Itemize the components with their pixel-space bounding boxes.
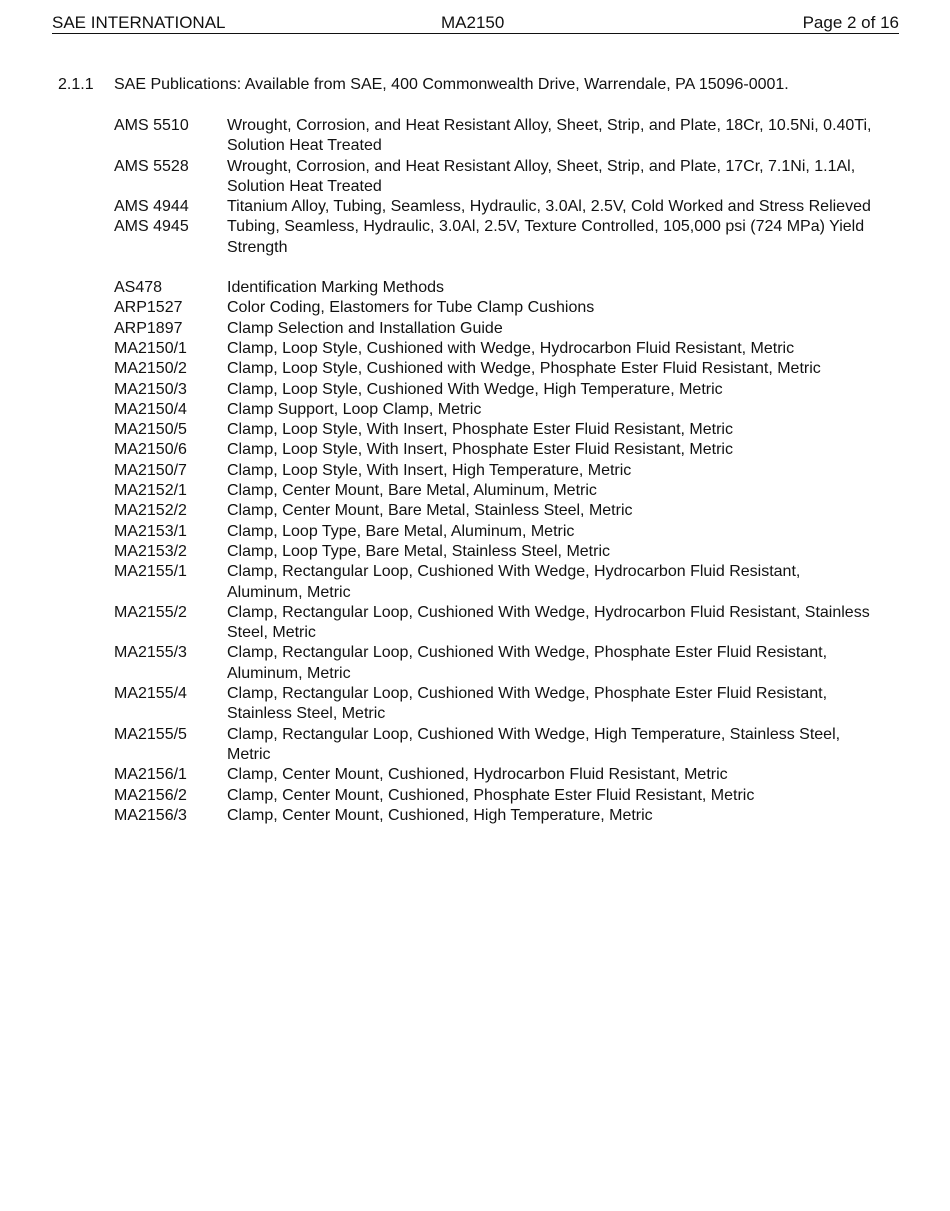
reference-title: Clamp, Loop Style, With Insert, Phosphate Ester Fluid Resistant, Metric [227, 441, 733, 459]
reference-code: MA2150/3 [114, 380, 187, 398]
reference-entry [58, 684, 918, 725]
reference-title: Wrought, Corrosion, and Heat Resistant Alloy, Sheet, Strip, and Plate, 17Cr, 7.1Ni, 1.1Al, Solution Heat Treated [227, 157, 856, 195]
reference-title: Clamp, Loop Style, Cushioned With Wedge, High Temperature, Metric [227, 380, 723, 398]
reference-code: MA2156/2 [114, 786, 187, 804]
reference-title: Clamp, Center Mount, Bare Metal, Stainless Steel, Metric [227, 502, 633, 520]
reference-title: Clamp, Center Mount, Cushioned, Phosphate Ester Fluid Resistant, Metric [227, 786, 755, 804]
reference-code: MA2152/2 [114, 502, 187, 520]
reference-entry [58, 522, 918, 542]
reference-title: Identification Marking Methods [227, 279, 444, 297]
section-heading [58, 75, 918, 95]
reference-code: AS478 [114, 279, 163, 297]
reference-title: Tubing, Seamless, Hydraulic, 3.0Al, 2.5V, Texture Controlled, 105,000 psi (724 MPa) Yield Strength [227, 218, 865, 256]
reference-code: MA2150/7 [114, 461, 187, 479]
reference-code: MA2155/4 [114, 685, 187, 703]
reference-title: Clamp Selection and Installation Guide [227, 319, 503, 337]
reference-code: ARP1897 [114, 319, 183, 337]
ams-reference-list [58, 116, 918, 258]
reference-code: MA2153/1 [114, 522, 187, 540]
reference-title: Clamp, Loop Style, With Insert, Phosphate Ester Fluid Resistant, Metric [227, 421, 733, 439]
reference-code: MA2153/2 [114, 542, 187, 560]
reference-entry [58, 501, 918, 521]
section-number: 2.1.1 [58, 76, 94, 93]
reference-code: MA2150/1 [114, 339, 187, 357]
reference-title: Titanium Alloy, Tubing, Seamless, Hydraulic, 3.0Al, 2.5V, Cold Worked and Stress Relieved [227, 198, 871, 216]
reference-title: Clamp, Center Mount, Cushioned, High Temperature, Metric [227, 806, 653, 824]
reference-entry [58, 278, 918, 298]
reference-entry [58, 481, 918, 501]
page-header [52, 12, 899, 34]
reference-entry [58, 643, 918, 684]
reference-entry [58, 603, 918, 644]
reference-entry [58, 461, 918, 481]
reference-code: MA2155/1 [114, 563, 187, 581]
header-page-number: Page 2 of 16 [802, 13, 899, 32]
reference-code: AMS 4945 [114, 218, 189, 236]
reference-code: MA2150/2 [114, 360, 187, 378]
reference-title: Clamp, Loop Style, Cushioned with Wedge, Phosphate Ester Fluid Resistant, Metric [227, 360, 821, 378]
reference-title: Clamp, Loop Type, Bare Metal, Aluminum, Metric [227, 522, 575, 540]
reference-code: AMS 5510 [114, 117, 189, 134]
reference-code: MA2156/3 [114, 806, 187, 824]
reference-title: Clamp, Rectangular Loop, Cushioned With Wedge, Phosphate Ester Fluid Resistant, Aluminum, Metric [227, 644, 828, 682]
reference-entry [58, 380, 918, 400]
reference-entry [58, 420, 918, 440]
reference-entry [58, 562, 918, 603]
reference-title: Clamp, Center Mount, Cushioned, Hydrocarbon Fluid Resistant, Metric [227, 766, 728, 784]
reference-code: MA2155/2 [114, 603, 187, 621]
reference-entry [58, 217, 918, 258]
reference-entry [58, 157, 918, 198]
reference-code: MA2150/6 [114, 441, 187, 459]
header-organization: SAE INTERNATIONAL [52, 13, 226, 32]
reference-title: Clamp Support, Loop Clamp, Metric [227, 400, 482, 418]
reference-title: Clamp, Rectangular Loop, Cushioned With Wedge, Hydrocarbon Fluid Resistant, Stainless Steel, Metric [227, 603, 870, 642]
reference-entry [58, 319, 918, 339]
reference-code: MA2150/4 [114, 400, 187, 418]
reference-entry [58, 116, 918, 157]
reference-title: Clamp, Loop Style, With Insert, High Temperature, Metric [227, 461, 632, 479]
reference-entry [58, 725, 918, 766]
reference-entry [58, 765, 918, 785]
reference-title: Clamp, Rectangular Loop, Cushioned With Wedge, Phosphate Ester Fluid Resistant, Stainless Steel, Metric [227, 685, 828, 723]
reference-title: Clamp, Center Mount, Bare Metal, Aluminum, Metric [227, 482, 597, 500]
section-text: SAE Publications: Available from SAE, 400 Commonwealth Drive, Warrendale, PA 15096-0001. [114, 76, 789, 93]
reference-entry [58, 786, 918, 806]
reference-code: MA2156/1 [114, 766, 187, 784]
reference-entry [58, 440, 918, 460]
header-document-number: MA2150 [441, 13, 505, 32]
reference-entry [58, 298, 918, 318]
reference-code: AMS 4944 [114, 198, 189, 216]
reference-entry [58, 400, 918, 420]
reference-code: MA2150/5 [114, 421, 187, 439]
reference-title: Clamp, Loop Style, Cushioned with Wedge, Hydrocarbon Fluid Resistant, Metric [227, 339, 795, 357]
reference-code: MA2155/5 [114, 725, 187, 743]
reference-entry [58, 197, 918, 217]
reference-title: Clamp, Rectangular Loop, Cushioned With Wedge, High Temperature, Stainless Steel, Metric [227, 725, 841, 763]
reference-entry [58, 542, 918, 562]
reference-entry [58, 339, 918, 359]
reference-entry [58, 359, 918, 379]
reference-code: MA2152/1 [114, 482, 187, 500]
reference-title: Clamp, Loop Type, Bare Metal, Stainless Steel, Metric [227, 542, 610, 560]
reference-code: AMS 5528 [114, 157, 189, 175]
reference-code: ARP1527 [114, 299, 183, 317]
reference-title: Color Coding, Elastomers for Tube Clamp Cushions [227, 299, 595, 317]
reference-title: Clamp, Rectangular Loop, Cushioned With Wedge, Hydrocarbon Fluid Resistant, Aluminum, Metric [227, 563, 801, 601]
reference-entry [58, 806, 918, 826]
reference-title: Wrought, Corrosion, and Heat Resistant Alloy, Sheet, Strip, and Plate, 18Cr, 10.5Ni, 0.40Ti, Solution Heat Treated [227, 117, 872, 155]
section-2-1-1 [58, 75, 918, 826]
reference-code: MA2155/3 [114, 644, 187, 662]
other-reference-list [58, 278, 918, 826]
